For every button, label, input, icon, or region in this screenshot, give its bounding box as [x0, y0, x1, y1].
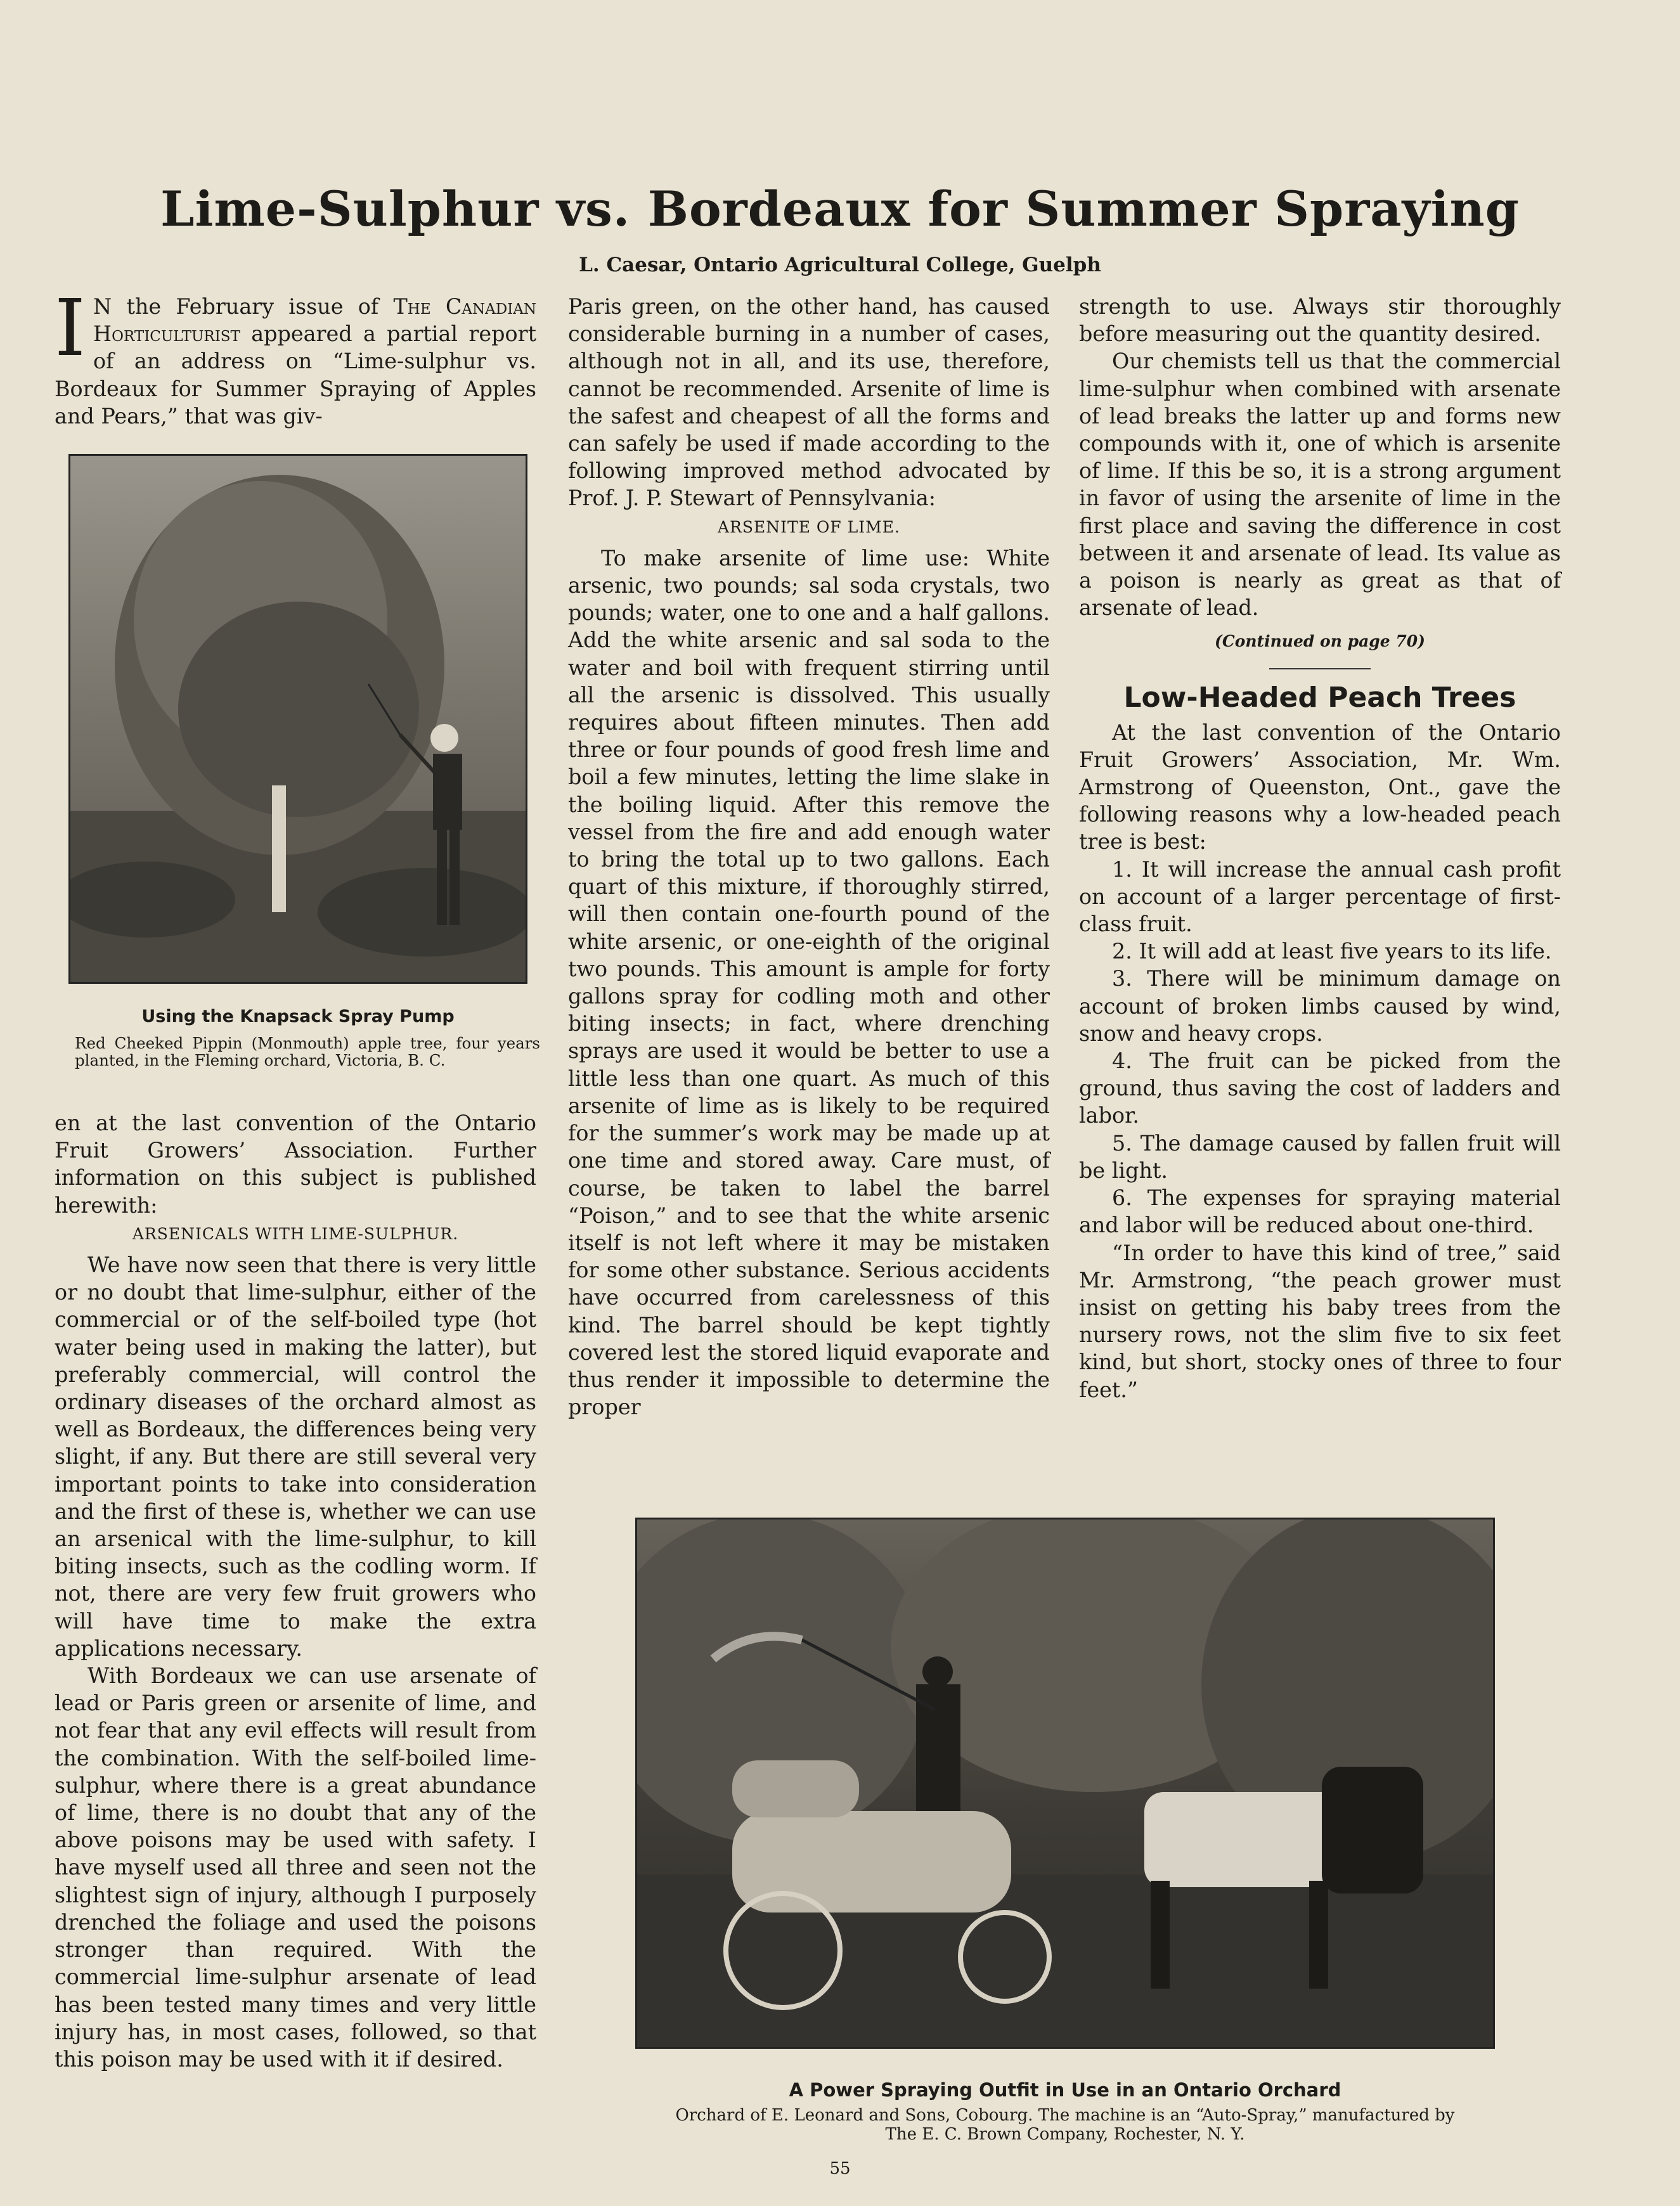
subhead-arsenite: ARSENITE OF LIME. [718, 517, 900, 536]
figure1-title: Using the Knapsack Spray Pump [141, 1007, 455, 1026]
intro-text-b: appeared a partial report of an address on “Lime-sulphur vs. Bordeaux for Summer Spraying of Apples and Pears,” that was giv- [55, 321, 536, 429]
peach-item-6: 6. The expenses for spraying material and labor will be reduced about one-third. [1079, 1185, 1561, 1238]
peach-intro: At the last convention of the Ontario Fruit Growers’ Association, Mr. Wm. Armstrong of Queenston, Ont., gave the following reasons why a low-headed peach tree is best: [1079, 719, 1561, 855]
power-spraying-photo [635, 1518, 1495, 2049]
section-divider [1269, 668, 1371, 669]
drop-cap: I [55, 283, 86, 374]
subhead-arsenicals: ARSENICALS WITH LIME-SULPHUR. [132, 1224, 459, 1243]
peach-item-4: 4. The fruit can be picked from the ground, thus saving the cost of ladders and labor. [1079, 1048, 1561, 1128]
col3-paragraph-1: strength to use. Always stir thoroughly before measuring out the quantity desired. [1079, 294, 1561, 347]
article-byline: L. Caesar, Ontario Agricultural College, Guelph [579, 254, 1101, 276]
peach-item-2: 2. It will add at least five years to its life. [1112, 939, 1552, 964]
intro-text-a: N the February issue of [93, 294, 394, 319]
col2-paragraph-2: To make arsenite of lime use: White arsenic, two pounds; sal soda crystals, two pounds; water, one to one and a half gallons. Add the white arsenic and sal soda to the water and boil with frequent stirring until all the arsenic is dissolved. This usually requires about fifteen minutes. Then add three or four pounds of good fresh lime and boil a few minutes, letting the lime slake in the boiling liquid. After this remove the vessel from the fire and add enough water to bring the total up to two gallons. Each quart of this mixture, if thoroughly stirred, will then contain one-fourth pound of the white arsenic, or one-eighth of the original two pounds. This amount is ample for forty gallons spray for codling moth and other biting insects; in fact, where drenching sprays are used it would be better to use a little less than one quart. As much of this arsenite of lime as is likely to be required for the summer’s work may be made up at one time and stored away. Care must, of course, be taken to label the barrel “Poison,” and to see that the white arsenic itself is not left where it may be mistaken for some other substance. Serious accidents have occurred from carelessness of this kind. The barrel should be kept tightly covered lest the stored liquid evaporate and thus render it impossible to determine the proper [568, 545, 1050, 1420]
figure2-caption-line1: Orchard of E. Leonard and Sons, Cobourg. The machine is an “Auto-Spray,” manufactured by [675, 2106, 1455, 2125]
col2-paragraph-1: Paris green, on the other hand, has caused considerable burning in a number of cases, although not in all, and its use, therefore, cannot be recommended. Arsenite of lime is the safest and cheapest of all the forms and can safely be used if made according to the following improved method advocated by Prof. J. P. Stewart of Pennsylvania: [568, 294, 1050, 511]
journal-name: The Canadian Horticulturist [93, 294, 537, 347]
sprayer-wagon-illustration [637, 1519, 1493, 2047]
peach-item-1: 1. It will increase the annual cash profit on account of a larger percentage of first-class fruit. [1079, 856, 1561, 937]
article-title: Lime-Sulphur vs. Bordeaux for Summer Spraying [160, 181, 1520, 237]
page-number: 55 [829, 2159, 851, 2178]
column-2 [568, 293, 1050, 1421]
figure2-caption [571, 2106, 1560, 2144]
intro-paragraph [55, 283, 537, 430]
figure2-caption-line2: The E. C. Brown Company, Rochester, N. Y. [885, 2125, 1245, 2144]
column-3 [1079, 293, 1561, 1403]
col3-paragraph-2: Our chemists tell us that the commercial lime-sulphur when combined with arsenate of lead breaks the latter up and forms new compounds with it, one of which is arsenite of lime. If this be so, it is a strong argument in favor of using the arsenite of lime in the first place and saving the difference in cost between it and arsenate of lead. Its value as a poison is nearly as great as that of arsenate of lead. [1079, 349, 1561, 621]
peach-item-5: 5. The damage caused by fallen fruit will be light. [1079, 1130, 1561, 1183]
apple-tree-illustration [70, 456, 526, 982]
figure2-title: A Power Spraying Outfit in Use in an Ontario Orchard [789, 2079, 1341, 2101]
peach-item-3: 3. There will be minimum damage on account of broken limbs caused by wind, snow and heavy crops. [1079, 966, 1561, 1046]
continued-note: (Continued on page 70) [1214, 632, 1425, 651]
section-title-peach: Low-Headed Peach Trees [1123, 681, 1516, 714]
figure1-caption: Red Cheeked Pippin (Monmouth) apple tree, four years planted, in the Fleming orchard, Victoria, B. C. [75, 1034, 540, 1069]
peach-quote: “In order to have this kind of tree,” said Mr. Armstrong, “the peach grower must insist on getting his baby trees from the nursery rows, not the slim five to six feet kind, but short, stocky ones of three to four feet.” [1079, 1240, 1561, 1402]
col1-paragraph-2: With Bordeaux we can use arsenate of lead or Paris green or arsenite of lime, and not fear that any evil effects will result from the combination. With the self-boiled lime-sulphur, where there is a great abundance of lime, there is no doubt that any of the above poisons may be used with safety. I have myself used all three and seen not the slightest sign of injury, although I purposely drenched the foliage and used the poisons stronger than required. With the commercial lime-sulphur arsenate of lead has been tested many times and very little injury has, in most cases, followed, so that this poison may be used with it if desired. [55, 1663, 536, 2072]
column-1 [55, 283, 537, 430]
knapsack-spray-photo [68, 454, 527, 984]
column-1-lower [55, 1109, 536, 2073]
col1-continuation: en at the last convention of the Ontario Fruit Growers’ Association. Further information on this subject is published herewith: [55, 1111, 536, 1218]
col1-paragraph-1: We have now seen that there is very little or no doubt that lime-sulphur, either of the commercial or of the self-boiled type (hot water being used in making the latter), but preferably commercial, will control the ordinary diseases of the orchard almost as well as Bordeaux, the differences being very slight, if any. But there are still several very important points to take into consideration and the first of these is, whether we can use an arsenical with the lime-sulphur, to kill biting insects, such as the codling worm. If not, there are very few fruit growers who will have time to make the extra applications necessary. [55, 1253, 536, 1661]
